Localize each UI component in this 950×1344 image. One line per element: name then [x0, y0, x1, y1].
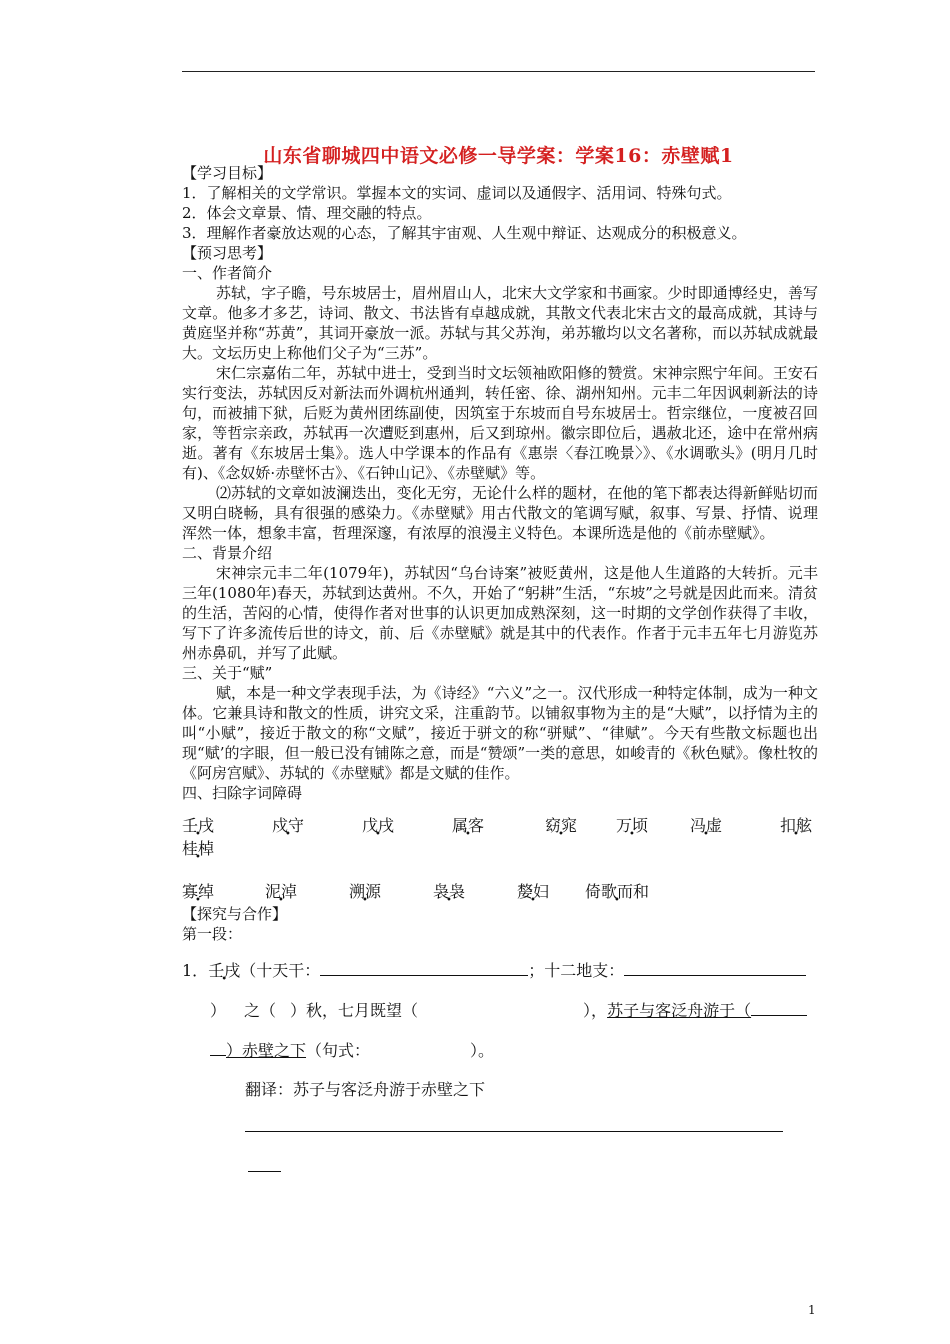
vocab-word: 冯虚 — [690, 816, 723, 835]
vocab-word: 倚歌而和 — [585, 882, 650, 901]
answer-blank[interactable] — [624, 961, 806, 976]
fu-paragraph: 赋，本是一种文学表现手法，为《诗经》“六义”之一。汉代形成一种特定体制，成为一种文体。它兼具诗和散文的性质，讲究文采，注重韵节。以铺叙事物为主的是“大赋”，以抒情为主的叫“小赋”，接近于散文的称“文赋”，接近于骈文的称“骈赋”、“律赋”。今天有些散文标题也出现“赋’的字眼，但一般已没有铺陈之意，而是“赞颂”一类的意思，如峻青的《秋色赋》。像杜牧的《阿房宫赋》、苏轼的《赤壁赋》都是文赋的佳作。 — [182, 684, 818, 782]
vocab-word: 戍守 — [272, 816, 305, 835]
answer-blank[interactable] — [210, 1041, 226, 1056]
page-number: 1 — [808, 1303, 816, 1317]
author-paragraph-2: 宋仁宗嘉佑二年，苏轼中进士，受到当时文坛领袖欧阳修的赞赏。宋神宗熙宁年间。王安石实行变法，苏轼因反对新法而外调杭州通判，转任密、徐、湖州知州。元丰二年因讽刺新法的诗句，而被捕下狱，后贬为黄州团练副使，因筑室于东坡而自号东坡居士。哲宗继位，一度被召回家，等哲宗亲政，苏轼再一次遭贬到惠州，后又到琼州。徽宗即位后，遇赦北还，途中在常州病逝。著有《东坡居士集》。选人中学课本的作品有《惠崇〈春江晚景〉》、《水调歌头》(明月几时有)、《念奴娇·赤壁怀古》、《石钟山记》、《赤壁赋》等。 — [182, 364, 818, 482]
vocab-word: 万顷 — [616, 816, 649, 835]
preview-header: 【预习思考】 — [182, 244, 273, 262]
vocab-word: 桂棹 — [182, 839, 215, 858]
vocab-word: 袅袅 — [433, 882, 466, 901]
document-title: 山东省聊城四中语文必修一导学案：学案16：赤壁赋1 — [263, 145, 734, 167]
fu-heading: 三、关于“赋” — [182, 664, 273, 682]
background-paragraph: 宋神宗元丰二年(1079年)，苏轼因“乌台诗案”被贬黄州，这是他人生道路的大转折。元丰三年(1080年)春天，苏轼到达黄州。不久，开始了“躬耕”生活，“东坡”之号就是因此而来。清贫的生活，苦闷的心情，使得作者对世事的认识更加成熟深刻，这一时期的文学创作获得了丰收，写下了许多流传后世的诗文，前、后《赤壁赋》就是其中的代表作。作者于元丰五年七月游览苏州赤鼻矶，并写了此赋。 — [182, 564, 818, 662]
document-body — [182, 163, 818, 803]
first-paragraph-label: 第一段： — [182, 925, 243, 943]
goal-item-3: 3．理解作者豪放达观的心态，了解其宇宙观、人生观中辩证、达观成分的积极意义。 — [182, 224, 747, 242]
answer-blank[interactable] — [751, 1001, 807, 1016]
question-1-line-1: 1．壬戌（十天干： ；十二地支： — [182, 958, 806, 981]
vocab-word: 壬戌 — [182, 816, 215, 835]
vocab-word: 溯源 — [349, 882, 382, 901]
goals-header: 【学习目标】 — [182, 164, 273, 182]
answer-line[interactable] — [248, 1171, 281, 1172]
vocab-word: 寡绰 — [182, 882, 215, 901]
question-word: 壬戌 — [208, 961, 241, 980]
author-heading: 一、作者简介 — [182, 264, 273, 282]
vocab-word: 戊戌 — [362, 816, 395, 835]
vocab-word: 泥淖 — [265, 882, 298, 901]
author-paragraph-1: 苏轼，字子瞻，号东坡居士，眉州眉山人，北宋大文学家和书画家。少时即通博经史，善写文章。他多才多艺，诗词、散文、书法皆有卓越成就，其散文代表北宋古文的最高成就，其诗与黄庭坚并称“苏黄”，其词开豪放一派。苏轼与其父苏洵，弟苏辙均以文名著称，而以苏轼成就最大。文坛历史上称他们父子为“三苏”。 — [182, 284, 818, 362]
vocab-word: 属客 — [452, 816, 485, 835]
author-paragraph-3: ⑵苏轼的文章如波澜迭出，变化无穷，无论什么样的题材，在他的笔下都表达得新鲜贴切而又明白晓畅，具有很强的感染力。《赤壁赋》用古代散文的笔调写赋，叙事、写景、抒情、说理浑然一体，想象丰富，哲理深邃，有浓厚的浪漫主义特色。本课所选是他的《前赤壁赋》。 — [182, 484, 818, 542]
vocab-word: 窈窕 — [545, 816, 578, 835]
background-heading: 二、背景介绍 — [182, 544, 273, 562]
explore-header: 【探究与合作】 — [182, 905, 288, 923]
vocab-word: 嫠妇 — [517, 882, 550, 901]
vocab-word: 扣舷 — [780, 816, 813, 835]
goal-item-2: 2．体会文章景、情、理交融的特点。 — [182, 204, 432, 222]
translate-label: 翻译：苏子与客泛舟游于赤壁之下 — [245, 1080, 486, 1099]
header-rule — [182, 71, 815, 72]
sentence-underlined: ）赤壁之下 — [226, 1041, 307, 1060]
answer-blank[interactable] — [320, 961, 528, 976]
answer-line[interactable] — [245, 1131, 783, 1132]
goal-item-1: 1．了解相关的文学常识。掌握本文的实词、虚词以及通假字、活用词、特殊句式。 — [182, 184, 732, 202]
question-1-line-2: ） 之（ ）秋，七月既望（ ），苏子与客泛舟游于（ — [210, 998, 807, 1021]
question-number: 1． — [182, 961, 209, 980]
vocab-heading: 四、扫除字词障碍 — [182, 784, 303, 802]
sentence-underlined: 苏子与客泛舟游于（ — [607, 1001, 752, 1020]
question-1-line-3: ）赤壁之下（句式： ）。 — [210, 1038, 494, 1061]
